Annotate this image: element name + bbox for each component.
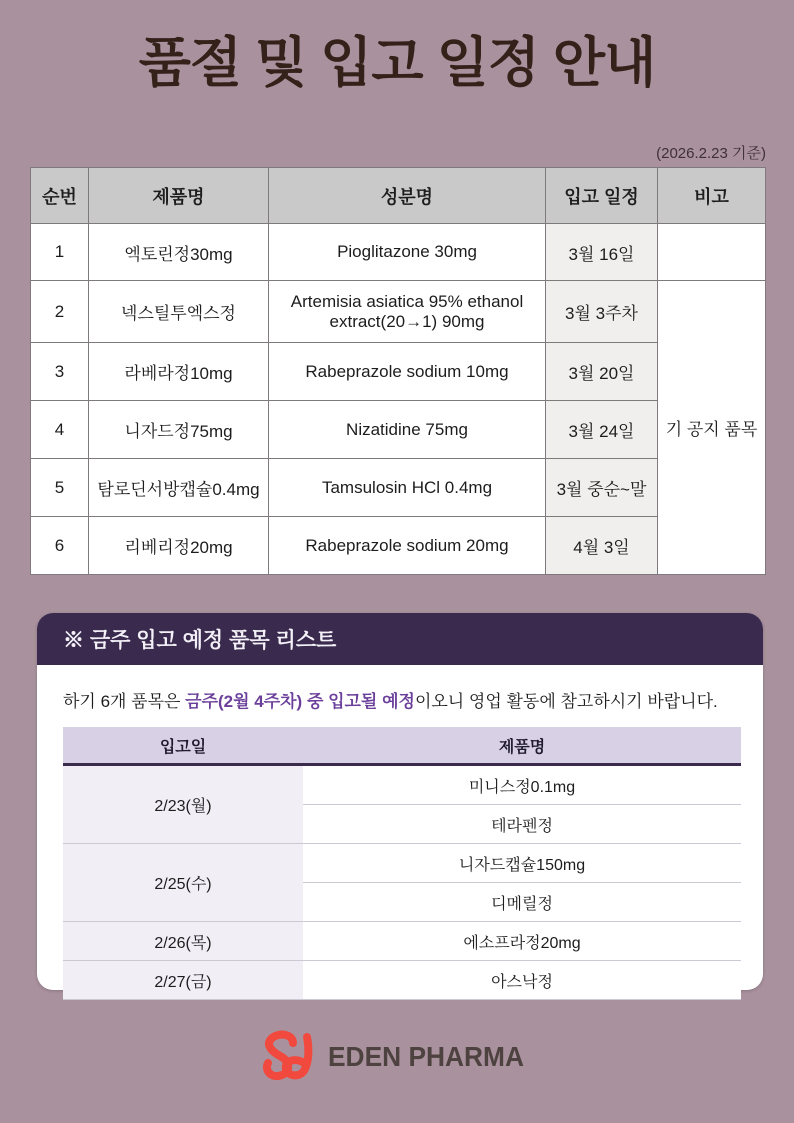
cell-product: 에소프라정20mg (303, 922, 741, 961)
cell-arrival-date: 2/26(목) (63, 922, 303, 961)
cell-schedule: 3월 20일 (546, 343, 658, 401)
weekly-row (63, 765, 741, 805)
table-row (31, 224, 766, 281)
cell-product: 테라펜정 (303, 805, 741, 844)
intro-post: 이오니 영업 활동에 참고하시기 바랍니다. (414, 692, 718, 711)
cell-schedule: 3월 16일 (546, 224, 658, 281)
cell-ingredient: Rabeprazole sodium 10mg (269, 343, 546, 401)
table-row (31, 343, 766, 401)
intro-pre: 하기 6개 품목은 (63, 692, 186, 711)
weekly-arrival-card (37, 613, 763, 990)
cell-ingredient: Pioglitazone 30mg (269, 224, 546, 281)
table-row (31, 459, 766, 517)
intro-highlight: 금주(2월 4주차) 중 입고될 예정 (185, 692, 415, 711)
weekly-arrival-table (63, 727, 741, 1000)
cell-product: 디메릴정 (303, 883, 741, 922)
header-product: 제품명 (89, 168, 269, 224)
table-row (31, 281, 766, 343)
header-no: 순번 (31, 168, 89, 224)
cell-product: 미니스정0.1mg (303, 765, 741, 805)
cell-product: 넥스틸투엑스정 (89, 281, 269, 343)
weekly-banner (37, 613, 763, 665)
cell-remark (658, 224, 766, 281)
header-product-name: 제품명 (303, 727, 741, 765)
cell-no: 1 (31, 224, 89, 281)
cell-no: 3 (31, 343, 89, 401)
cell-no: 4 (31, 401, 89, 459)
cell-schedule: 4월 3일 (546, 517, 658, 575)
cell-product: 아스낙정 (303, 961, 741, 1000)
cell-schedule: 3월 중순~말 (546, 459, 658, 517)
cell-product: 탐로딘서방캡슐0.4mg (89, 459, 269, 517)
cell-product: 엑토린정30mg (89, 224, 269, 281)
reference-date: (2026.2.23 기준) (656, 145, 766, 162)
cell-no: 5 (31, 459, 89, 517)
stockout-schedule-table (30, 167, 766, 575)
weekly-banner-title: ※ 금주 입고 예정 품목 리스트 (63, 629, 337, 652)
cell-schedule: 3월 24일 (546, 401, 658, 459)
cell-product: 라베라정10mg (89, 343, 269, 401)
cell-ingredient: Artemisia asiatica 95% ethanol extract(20→1) 90mg (269, 281, 546, 343)
cell-no: 6 (31, 517, 89, 575)
header-ingredient: 성분명 (269, 168, 546, 224)
cell-remark-merged: 기 공지 품목 (658, 281, 766, 575)
header-remark: 비고 (658, 168, 766, 224)
cell-arrival-date: 2/27(금) (63, 961, 303, 1000)
table-row (31, 401, 766, 459)
cell-arrival-date: 2/25(수) (63, 844, 303, 922)
cell-arrival-date: 2/23(월) (63, 765, 303, 844)
weekly-row (63, 844, 741, 883)
cell-no: 2 (31, 281, 89, 343)
cell-product: 리베리정20mg (89, 517, 269, 575)
page-title: 품절 및 입고 일정 안내 (138, 33, 656, 93)
cell-product: 니자드정75mg (89, 401, 269, 459)
cell-schedule: 3월 3주차 (546, 281, 658, 343)
eden-pharma-logo-icon (257, 1030, 319, 1084)
cell-ingredient: Nizatidine 75mg (269, 401, 546, 459)
header-arrival-date: 입고일 (63, 727, 303, 765)
table-row (31, 517, 766, 575)
footer-brand (0, 1030, 794, 1084)
cell-ingredient: Tamsulosin HCl 0.4mg (269, 459, 546, 517)
weekly-row (63, 961, 741, 1000)
weekly-row (63, 922, 741, 961)
weekly-header-row (63, 727, 741, 765)
cell-product: 니자드캡슐150mg (303, 844, 741, 883)
header-schedule: 입고 일정 (546, 168, 658, 224)
cell-ingredient: Rabeprazole sodium 20mg (269, 517, 546, 575)
table-header-row (31, 168, 766, 224)
weekly-intro (63, 687, 739, 712)
brand-name: EDEN PHARMA (328, 1041, 525, 1072)
